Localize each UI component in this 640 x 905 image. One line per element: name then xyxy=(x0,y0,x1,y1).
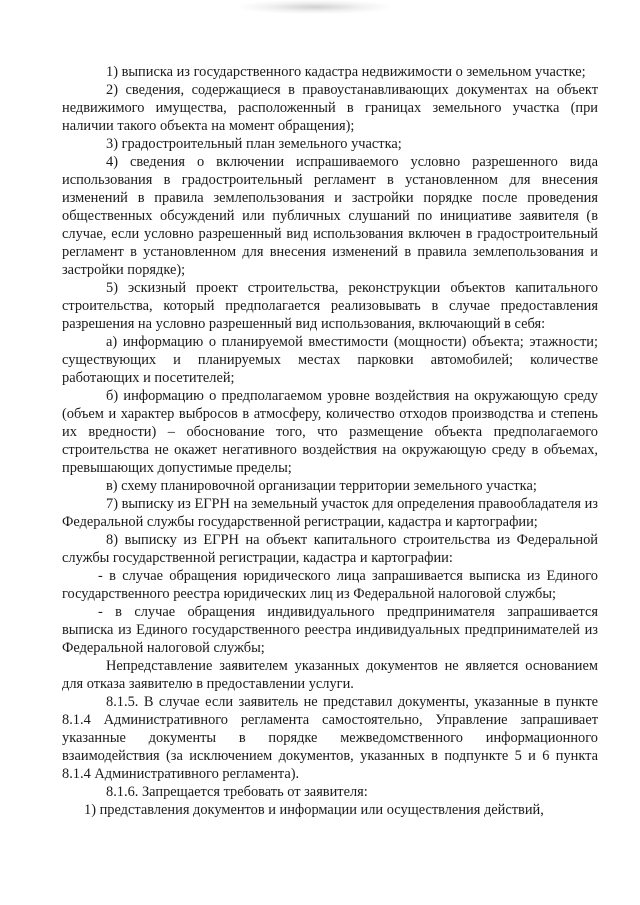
paragraph-non-submission: Непредставление заявителем указанных документов не является основанием для отказа заявителю в предоставлении услуги. xyxy=(62,658,598,692)
paragraph-8-1-6-item-1: 1) представления документов и информации или осуществления действий, xyxy=(84,802,544,818)
paragraph-item-5: 5) эскизный проект строительства, реконструкции объектов капитального строительства, который предполагается реализовывать в случае предоставления разрешения на условно разрешенный вид использования, включающий в себя: xyxy=(62,280,598,332)
scan-artifact xyxy=(240,0,390,14)
paragraph-subitem-b: б) информацию о предполагаемом уровне воздействия на окружающую среду (объем и характер выбросов в атмосферу, количество отходов производства и степень их вредности) – обоснование того, что размещение объекта предполагаемого строительства не окажет негативного воздействия на окружающую среду в объемах, превышающих допустимые пределы; xyxy=(62,388,598,476)
paragraph-entrepreneur: - в случае обращения индивидуального предпринимателя запрашивается выписка из Единого государственного реестра индивидуальных предпринимателей из Федеральной налоговой службы; xyxy=(62,604,598,656)
paragraph-item-1: 1) выписка из государственного кадастра недвижимости о земельном участке; xyxy=(106,64,586,80)
paragraph-subitem-a: а) информацию о планируемой вместимости (мощности) объекта; этажности; существующих и планируемых местах парковки автомобилей; количестве работающих и посетителей; xyxy=(62,334,598,386)
document-body xyxy=(62,63,598,819)
paragraph-item-7: 7) выписку из ЕГРН на земельный участок для определения правообладателя из Федеральной службы государственной регистрации, кадастра и картографии; xyxy=(62,496,598,530)
paragraph-subitem-v: в) схему планировочной организации территории земельного участка; xyxy=(106,478,537,494)
paragraph-legal-entity: - в случае обращения юридического лица запрашивается выписка из Единого государственного реестра юридических лиц из Федеральной налоговой службы; xyxy=(62,568,598,602)
paragraph-item-2: 2) сведения, содержащиеся в правоустанавливающих документах на объект недвижимого имущества, расположенный в границах земельного участка (при наличии такого объекта на момент обращения); xyxy=(62,82,598,134)
paragraph-item-4: 4) сведения о включении испрашиваемого условно разрешенного вида использования в градостроительный регламент в установленном для внесения изменений в правила землепользования и застройки порядке после проведения общественных обсуждений или публичных слушаний по инициативе заявителя (в случае, если условно разрешенный вид использования включен в градостроительный регламент в установленном для внесения изменений в правила землепользования и застройки порядке); xyxy=(62,154,598,278)
paragraph-8-1-5: 8.1.5. В случае если заявитель не представил документы, указанные в пункте 8.1.4 Административного регламента самостоятельно, Управление запрашивает указанные документы в порядке межведомственного информационного взаимодействия (за исключением документов, указанных в подпункте 5 и 6 пункта 8.1.4 Административного регламента). xyxy=(62,694,598,782)
paragraph-8-1-6: 8.1.6. Запрещается требовать от заявителя: xyxy=(106,784,368,800)
paragraph-item-8: 8) выписку из ЕГРН на объект капитального строительства из Федеральной службы государственной регистрации, кадастра и картографии: xyxy=(62,532,598,566)
paragraph-item-3: 3) градостроительный план земельного участка; xyxy=(106,136,402,152)
